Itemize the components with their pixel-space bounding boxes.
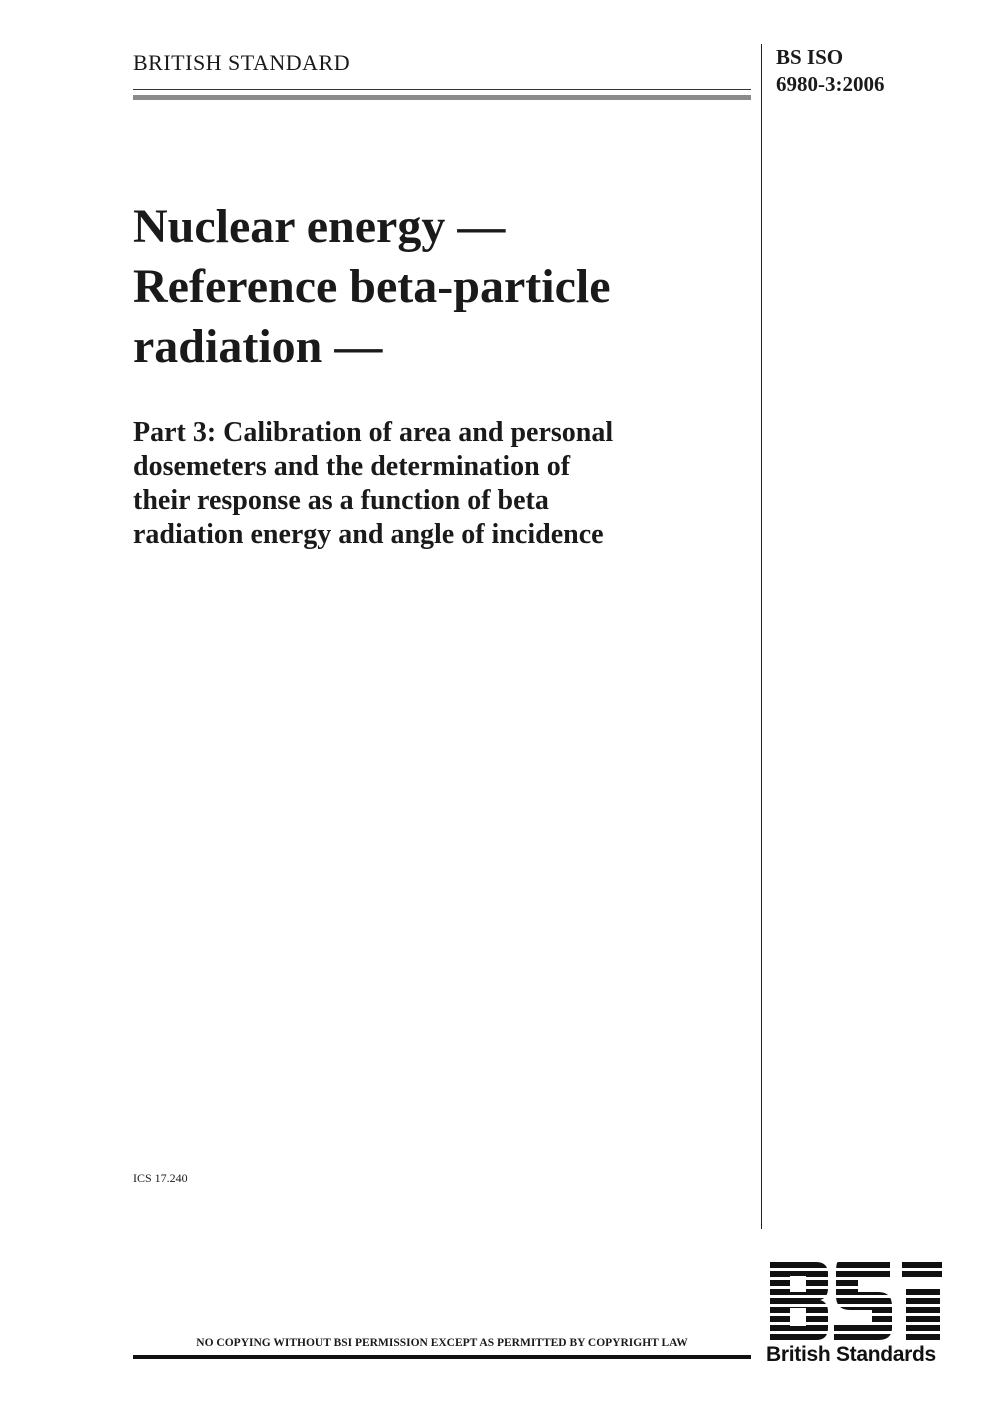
subtitle-line-3: their response as a function of beta bbox=[133, 485, 549, 516]
document-subtitle bbox=[133, 416, 758, 552]
subtitle-line-1: Part 3: Calibration of area and personal bbox=[133, 417, 614, 448]
title-line-1: Nuclear energy — bbox=[133, 200, 506, 253]
standard-number-line1: BS ISO bbox=[776, 45, 844, 69]
header-rule-thin bbox=[133, 89, 751, 90]
document-type-label: BRITISH STANDARD bbox=[133, 50, 351, 75]
subtitle-line-2: dosemeters and the determination of bbox=[133, 451, 571, 482]
vertical-divider bbox=[761, 44, 762, 1229]
title-line-3: radiation — bbox=[133, 320, 383, 373]
copyright-notice: NO COPYING WITHOUT BSI PERMISSION EXCEPT AS PERMITTED BY COPYRIGHT LAW bbox=[196, 1337, 688, 1349]
subtitle-line-4: radiation energy and angle of incidence bbox=[133, 519, 604, 550]
bsi-logo-caption: British Standards bbox=[766, 1343, 936, 1366]
ics-code: ICS 17.240 bbox=[133, 1171, 188, 1185]
footer-rule bbox=[133, 1355, 751, 1359]
document-title bbox=[133, 197, 758, 377]
header-rule-thick bbox=[133, 95, 751, 100]
title-line-2: Reference beta-particle bbox=[133, 260, 611, 313]
standard-number-line2: 6980-3:2006 bbox=[776, 72, 885, 96]
standard-number bbox=[776, 44, 885, 98]
